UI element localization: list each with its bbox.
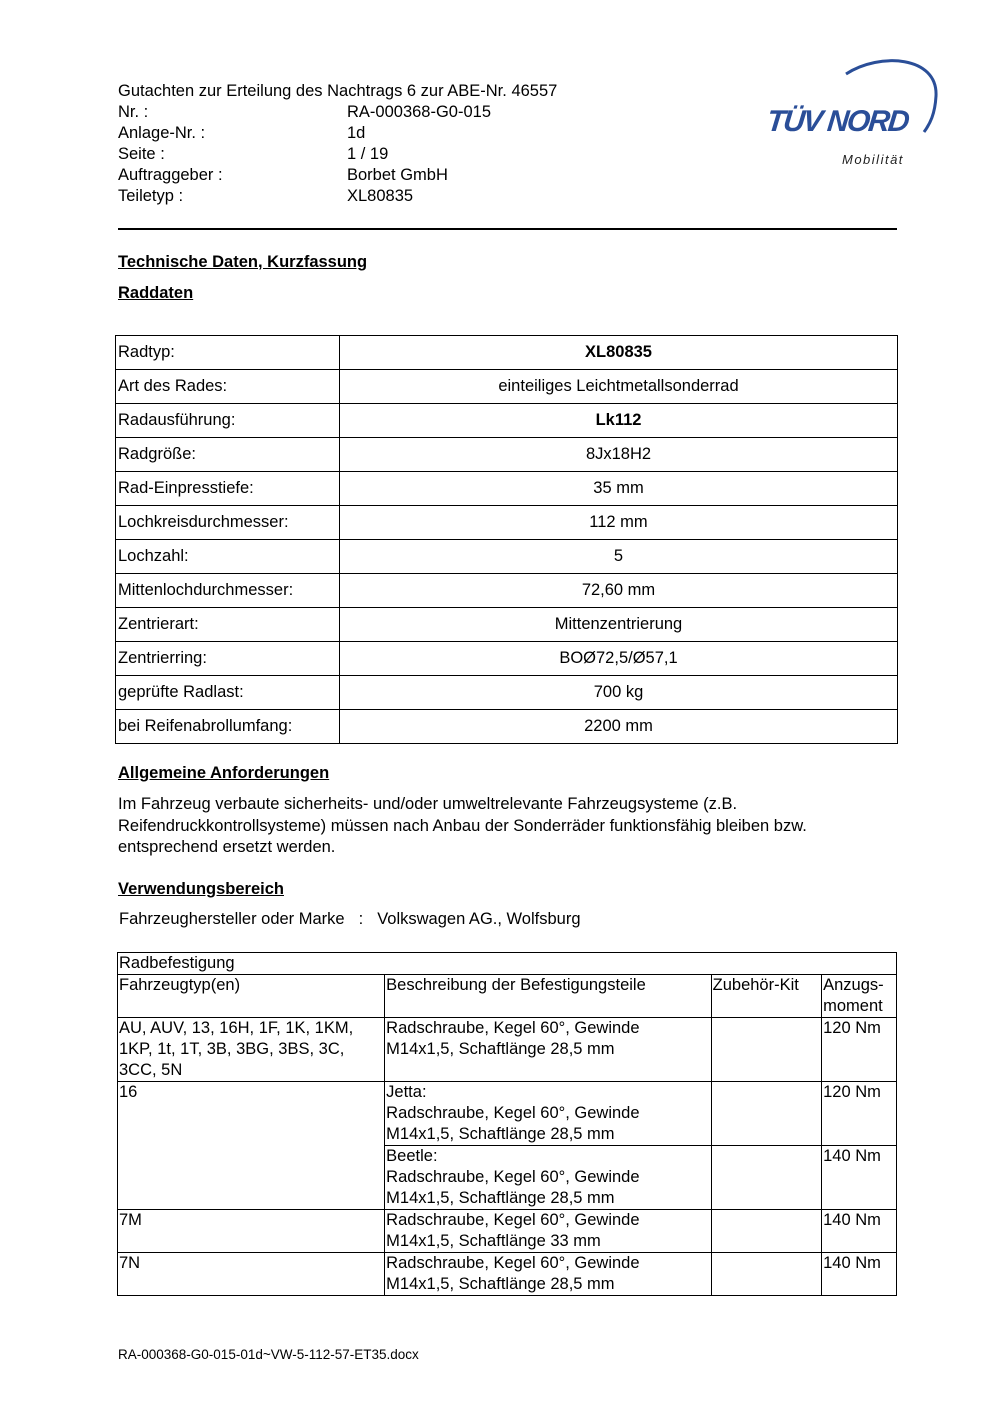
- fastener-description-cell: Radschraube, Kegel 60°, Gewinde M14x1,5, Schaftlänge 28,5 mm: [385, 1253, 711, 1296]
- table-caption: Radbefestigung: [118, 953, 897, 975]
- general-requirements-text: Im Fahrzeug verbaute sicherheits- und/oder umweltrelevante Fahrzeugsysteme (z.B. Reifendruckkontrollsysteme) müssen nach Anbau der Sonderräder funktionsfähig bleiben bzw. entsprechend ersetzt werden.: [118, 795, 807, 856]
- raddaten-label: Art des Rades:: [116, 370, 340, 404]
- vehicle-type-cell: AU, AUV, 13, 16H, 1F, 1K, 1KM, 1KP, 1t, 1T, 3B, 3BG, 3BS, 3C, 3CC, 5N: [118, 1018, 385, 1082]
- fastener-description-cell: Radschraube, Kegel 60°, Gewinde M14x1,5, Schaftlänge 33 mm: [385, 1210, 711, 1253]
- manufacturer-value: Volkswagen AG., Wolfsburg: [377, 910, 581, 928]
- header-field-value: 1 / 19: [347, 145, 389, 163]
- header-field: [118, 165, 557, 186]
- table-caption-row: [118, 953, 897, 975]
- header-divider: [118, 228, 897, 230]
- header-field: [118, 144, 557, 165]
- torque-cell: 140 Nm: [822, 1210, 897, 1253]
- table-row: [118, 1082, 897, 1146]
- table-row: [116, 370, 898, 404]
- table-row: [116, 438, 898, 472]
- raddaten-value: 700 kg: [340, 676, 898, 710]
- table-row: [116, 540, 898, 574]
- raddaten-label: Radgröße:: [116, 438, 340, 472]
- document-title: Gutachten zur Erteilung des Nachtrags 6 zur ABE-Nr. 46557: [118, 82, 558, 100]
- radbefestigung-table: [117, 952, 897, 1296]
- raddaten-label: Zentrierring:: [116, 642, 340, 676]
- header-field-value: Borbet GmbH: [347, 166, 448, 184]
- header-field-label: Seite :: [118, 145, 165, 163]
- accessory-kit-cell: [711, 1210, 821, 1253]
- fastener-description-cell: Radschraube, Kegel 60°, Gewinde M14x1,5, Schaftlänge 28,5 mm: [385, 1018, 711, 1082]
- torque-cell: 120 Nm: [822, 1082, 897, 1146]
- accessory-kit-cell: [711, 1146, 821, 1210]
- tuev-nord-logo: [760, 56, 942, 171]
- torque-cell: 140 Nm: [822, 1253, 897, 1296]
- header-field-label: Anlage-Nr. :: [118, 124, 206, 142]
- raddaten-value: Lk112: [340, 404, 898, 438]
- section-heading-general: Allgemeine Anforderungen: [118, 764, 330, 782]
- raddaten-value: 72,60 mm: [340, 574, 898, 608]
- vehicle-type-cell: 7N: [118, 1253, 385, 1296]
- table-row: [116, 472, 898, 506]
- manufacturer-line: [119, 908, 581, 930]
- raddaten-label: Radtyp:: [116, 336, 340, 370]
- table-row: [116, 676, 898, 710]
- raddaten-label: Zentrierart:: [116, 608, 340, 642]
- raddaten-value: 5: [340, 540, 898, 574]
- table-row: [116, 336, 898, 370]
- logo-brand-text: TÜV NORD: [765, 105, 910, 138]
- raddaten-value: 112 mm: [340, 506, 898, 540]
- raddaten-label: Rad-Einpresstiefe:: [116, 472, 340, 506]
- header-field: [118, 102, 557, 123]
- column-header: Zubehör-Kit: [711, 975, 821, 1018]
- column-header: Beschreibung der Befestigungsteile: [385, 975, 711, 1018]
- accessory-kit-cell: [711, 1018, 821, 1082]
- header-field: [118, 186, 557, 207]
- raddaten-value: 35 mm: [340, 472, 898, 506]
- raddaten-label: geprüfte Radlast:: [116, 676, 340, 710]
- table-header-row: [118, 975, 897, 1018]
- header-field-label: Auftraggeber :: [118, 166, 223, 184]
- raddaten-value: BOØ72,5/Ø57,1: [340, 642, 898, 676]
- column-header: Anzugs-moment: [822, 975, 897, 1018]
- raddaten-label: Radausführung:: [116, 404, 340, 438]
- header-field-label: Nr. :: [118, 103, 149, 121]
- raddaten-value: 8Jx18H2: [340, 438, 898, 472]
- table-row: [116, 574, 898, 608]
- raddaten-value: Mittenzentrierung: [340, 608, 898, 642]
- header-field: [118, 123, 557, 144]
- header-field-value: 1d: [347, 124, 366, 142]
- raddaten-label: Mittenlochdurchmesser:: [116, 574, 340, 608]
- accessory-kit-cell: [711, 1082, 821, 1146]
- footer-filename: RA-000368-G0-015-01d~VW-5-112-57-ET35.docx: [118, 1347, 419, 1362]
- manufacturer-label: Fahrzeughersteller oder Marke: [119, 910, 345, 928]
- fastener-description-cell: Beetle: Radschraube, Kegel 60°, Gewinde M14x1,5, Schaftlänge 28,5 mm: [385, 1146, 711, 1210]
- vehicle-type-cell: 16: [118, 1082, 385, 1210]
- header-field-value: XL80835: [347, 187, 414, 205]
- section-heading-usage: Verwendungsbereich: [118, 880, 284, 898]
- torque-cell: 120 Nm: [822, 1018, 897, 1082]
- manufacturer-separator: :: [358, 910, 364, 928]
- raddaten-label: bei Reifenabrollumfang:: [116, 710, 340, 744]
- vehicle-type-cell: 7M: [118, 1210, 385, 1253]
- column-header: Fahrzeugtyp(en): [118, 975, 385, 1018]
- table-row: [116, 642, 898, 676]
- table-row: [116, 608, 898, 642]
- table-row: [116, 506, 898, 540]
- raddaten-label: Lochkreisdurchmesser:: [116, 506, 340, 540]
- raddaten-table: [115, 335, 898, 744]
- section-heading-technical: Technische Daten, Kurzfassung: [118, 253, 368, 271]
- table-row: [118, 1210, 897, 1253]
- raddaten-value: 2200 mm: [340, 710, 898, 744]
- section-heading-raddaten: Raddaten: [118, 284, 194, 302]
- table-row: [116, 404, 898, 438]
- table-row: [118, 1018, 897, 1082]
- table-row: [118, 1253, 897, 1296]
- table-row: [116, 710, 898, 744]
- header-field-value: RA-000368-G0-015: [347, 103, 492, 121]
- accessory-kit-cell: [711, 1253, 821, 1296]
- raddaten-value: einteiliges Leichtmetallsonderrad: [340, 370, 898, 404]
- header-field-label: Teiletyp :: [118, 187, 184, 205]
- logo-subtitle: Mobilität: [842, 152, 904, 167]
- fastener-description-cell: Jetta: Radschraube, Kegel 60°, Gewinde M14x1,5, Schaftlänge 28,5 mm: [385, 1082, 711, 1146]
- raddaten-value: XL80835: [340, 336, 898, 370]
- torque-cell: 140 Nm: [822, 1146, 897, 1210]
- document-header: [118, 81, 557, 207]
- raddaten-label: Lochzahl:: [116, 540, 340, 574]
